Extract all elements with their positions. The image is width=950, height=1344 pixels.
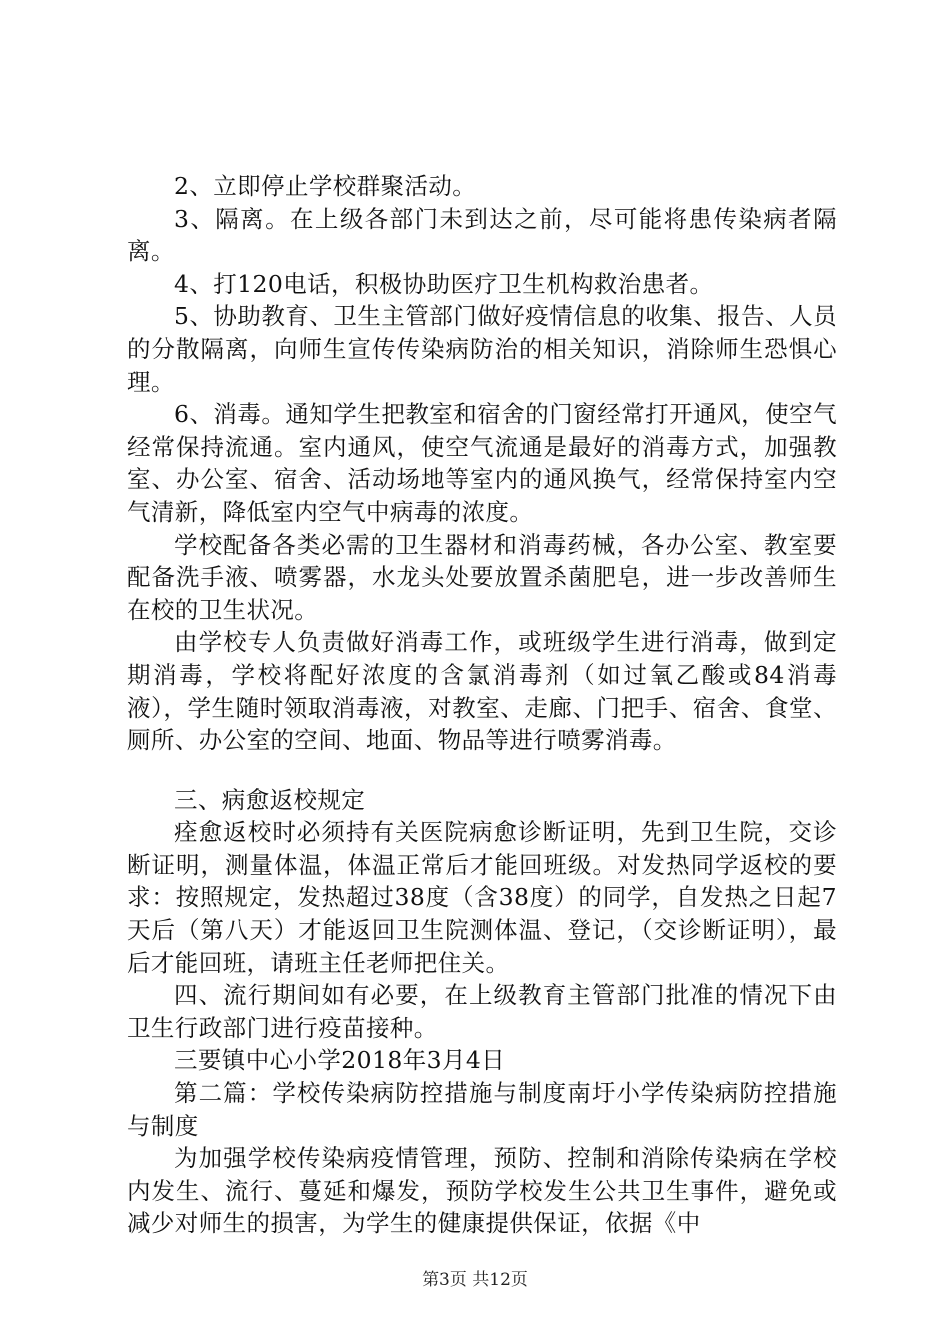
paragraph-part-two-intro: 为加强学校传染病疫情管理，预防、控制和消除传染病在学校内发生、流行、蔓延和爆发，预防学校发生公共卫生事件，避免或减少对师生的损害，为学生的健康提供保证，依据《中 xyxy=(127,1144,837,1238)
paragraph-part-two-title: 第二篇：学校传染病防控措施与制度南圩小学传染病防控措施与制度 xyxy=(127,1079,837,1140)
paragraph-return-rules: 痊愈返校时必须持有关医院病愈诊断证明，先到卫生院，交诊断证明，测量体温，体温正常后才能回班级。对发热同学返校的要求：按照规定，发热超过38度（含38度）的同学，自发热之日起7天后（第八天）才能返回卫生院测体温、登记，（交诊断证明），最后才能回班，请班主任老师把住关。 xyxy=(127,818,837,977)
paragraph-stop-gathering: 2、立即停止学校群聚活动。 xyxy=(174,172,477,200)
section-heading-return-rules: 三、病愈返校规定 xyxy=(174,785,366,814)
paragraph-spacer xyxy=(127,757,837,784)
paragraph-disinfection: 6、消毒。通知学生把教室和宿舍的门窗经常打开通风，使空气经常保持流通。室内通风，使空气流通是最好的消毒方式，加强教室、办公室、宿舍、活动场地等室内的通风换气，经常保持室内空气清新，降低室内空气中病毒的浓度。 xyxy=(127,400,837,526)
page-number-footer: 第3页 共12页 xyxy=(422,1270,528,1290)
paragraph-disinfection-staff: 由学校专人负责做好消毒工作，或班级学生进行消毒，做到定期消毒，学校将配好浓度的含氯消毒剂（如过氧乙酸或84消毒液），学生随时领取消毒液，对教室、走廊、门把手、宿舍、食堂、厕所、办公室的空间、地面、物品等进行喷雾消毒。 xyxy=(127,628,837,755)
paragraph-equipment: 学校配备各类必需的卫生器材和消毒药械，各办公室、教室要配备洗手液、喷雾器，水龙头处要放置杀菌肥皂，进一步改善师生在校的卫生状况。 xyxy=(127,530,837,624)
paragraph-call-120: 4、打120电话，积极协助医疗卫生机构救治患者。 xyxy=(174,269,714,298)
paragraph-vaccination: 四、流行期间如有必要，在上级教育主管部门批准的情况下由卫生行政部门进行疫苗接种。 xyxy=(127,981,837,1042)
document-body xyxy=(127,170,837,1240)
paragraph-assist-departments: 5、协助教育、卫生主管部门做好疫情信息的收集、报告、人员的分散隔离，向师生宣传传染病防治的相关知识，消除师生恐惧心理。 xyxy=(127,302,837,396)
paragraph-signature-date: 三要镇中心小学2018年3月4日 xyxy=(174,1046,506,1075)
paragraph-isolation: 3、隔离。在上级各部门未到达之前，尽可能将患传染病者隔离。 xyxy=(127,204,837,266)
